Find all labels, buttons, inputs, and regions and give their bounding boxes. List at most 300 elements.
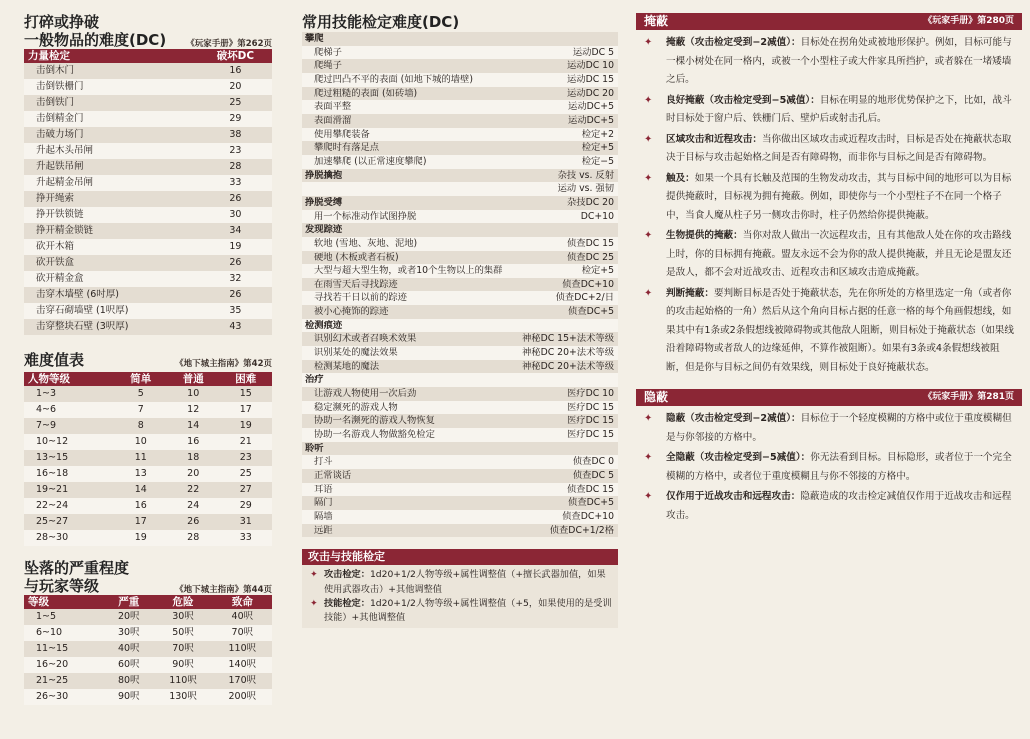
skill-row — [302, 469, 618, 483]
skill-dc: 侦查DC 0 — [514, 455, 618, 469]
skill-dc: 侦查DC+1/2格 — [514, 524, 618, 538]
breaking-row — [24, 303, 272, 319]
falling-cell: 40呎 — [213, 609, 272, 625]
breaking-row — [24, 207, 272, 223]
skill-task: 隔墙 — [302, 510, 514, 524]
falling-cell: 40呎 — [104, 641, 153, 657]
concealment-item-text: 目标位于一个轻度模糊的方格中或位于重度模糊但是与你邻接的方格中。 — [666, 413, 1012, 443]
skill-row — [302, 210, 618, 224]
falling-header-dangerous: 危险 — [153, 595, 212, 609]
skill-row — [302, 524, 618, 538]
skill-section-label: 发现踪迹 — [302, 223, 514, 237]
falling-table — [24, 595, 272, 705]
difficulty-cell: 23 — [219, 450, 272, 466]
falling-cell: 21~25 — [24, 673, 104, 689]
breaking-cell: 挣开精金锁链 — [24, 223, 199, 239]
breaking-cell: 击倒精金门 — [24, 111, 199, 127]
cover-item-label: 掩蔽（攻击检定受到−2减值）： — [666, 37, 801, 48]
difficulty-row — [24, 514, 272, 530]
breaking-cell: 30 — [199, 207, 272, 223]
falling-source: 《地下城主指南》第44页 — [175, 585, 272, 595]
breaking-cell: 击破力场门 — [24, 127, 199, 143]
cover-item — [644, 34, 1016, 90]
skill-row — [302, 291, 618, 305]
breaking-cell: 击倒铁门 — [24, 95, 199, 111]
difficulty-cell: 21 — [219, 434, 272, 450]
difficulty-cell: 29 — [219, 498, 272, 514]
difficulty-cell: 24 — [167, 498, 219, 514]
falling-cell: 110呎 — [213, 641, 272, 657]
breaking-cell: 38 — [199, 127, 272, 143]
skill-dc: 运动DC 5 — [514, 46, 618, 60]
cover-item-body — [666, 131, 1016, 168]
skill-row — [302, 182, 618, 196]
cover-item — [644, 131, 1016, 168]
bullet-icon: ✦ — [310, 597, 318, 609]
cover-item-text: 目标在明显的地形优势保护之下，比如，战斗时目标处于窗户后、铁栅门后、壁炉后或射击孔后。 — [666, 94, 1012, 124]
cover-item-body — [666, 227, 1016, 283]
falling-cell: 11~15 — [24, 641, 104, 657]
cover-item-body — [666, 92, 1016, 129]
skill-task: 爬过凹凸不平的表面 (如地下城的墙壁) — [302, 73, 514, 87]
breaking-cell: 升起木头吊闸 — [24, 143, 199, 159]
skill-task: 加速攀爬 (以正常速度攀爬) — [302, 155, 514, 169]
breaking-cell: 26 — [199, 255, 272, 271]
skill-row — [302, 141, 618, 155]
breaking-cell: 25 — [199, 95, 272, 111]
breaking-row — [24, 175, 272, 191]
concealment-source: 《玩家手册》第281页 — [923, 392, 1014, 402]
breaking-row — [24, 79, 272, 95]
skill-dc: 侦查DC+5 — [514, 496, 618, 510]
falling-row — [24, 609, 272, 625]
breaking-cell: 击倒木门 — [24, 63, 199, 79]
skill-task: 耳语 — [302, 483, 514, 497]
skill-section-row — [302, 32, 618, 46]
bullet-icon: ✦ — [644, 452, 653, 463]
skill-row — [302, 496, 618, 510]
bullet-icon: ✦ — [644, 230, 653, 241]
skill-dc: 医疗DC 15 — [514, 401, 618, 415]
difficulty-row — [24, 418, 272, 434]
checks-list — [302, 565, 618, 628]
cover-item-label: 判断掩蔽： — [666, 287, 714, 299]
concealment-item-body — [666, 488, 1016, 525]
breaking-cell: 33 — [199, 175, 272, 191]
difficulty-cell: 15 — [219, 386, 272, 402]
cover-item-text: 目标处在拐角处或被地形保护。例如，目标可能与一棵小树处在同一格内，或被一个小型柱子或大件家具所挡护，或者躲在一堵矮墙之后。 — [666, 37, 1012, 85]
difficulty-cell: 33 — [219, 530, 272, 546]
breaking-cell: 砍开精金盒 — [24, 271, 199, 287]
skill-dc: 运动 vs. 强韧 — [514, 182, 618, 196]
skill-row — [302, 360, 618, 374]
skill-section-label: 挣脱受缚 — [302, 196, 514, 210]
skill-dc — [514, 373, 618, 387]
skill-dc: 侦查DC 15 — [514, 237, 618, 251]
falling-title: 坠落的严重程度 — [24, 559, 130, 577]
breaking-row — [24, 111, 272, 127]
skill-task: 用一个标准动作试图挣脱 — [302, 210, 514, 224]
skill-task: 表面平整 — [302, 100, 514, 114]
breaking-cell: 击穿木墙壁 (6吋厚) — [24, 287, 199, 303]
difficulty-cell: 13 — [115, 466, 167, 482]
cover-title: 掩蔽 — [644, 14, 669, 28]
difficulty-cell: 31 — [219, 514, 272, 530]
skill-dc: 运动DC+5 — [514, 114, 618, 128]
difficulty-header-level: 人物等级 — [24, 372, 115, 386]
falling-cell: 110呎 — [153, 673, 212, 689]
difficulty-cell: 17 — [219, 402, 272, 418]
breaking-cell: 29 — [199, 111, 272, 127]
difficulty-cell: 25~27 — [24, 514, 115, 530]
difficulty-row — [24, 386, 272, 402]
checks-box — [302, 549, 618, 628]
breaking-row — [24, 127, 272, 143]
difficulty-row — [24, 466, 272, 482]
breaking-cell: 19 — [199, 239, 272, 255]
concealment-item-label: 隐蔽（攻击检定受到−2减值）： — [666, 413, 801, 424]
check-item-body — [324, 597, 612, 626]
difficulty-cell: 16 — [167, 434, 219, 450]
skill-dc: 神秘DC 20+法术等级 — [514, 346, 618, 360]
breaking-cell: 击穿石砌墙壁 (1呎厚) — [24, 303, 199, 319]
cover-item — [644, 285, 1016, 378]
skill-row — [302, 428, 618, 442]
difficulty-row — [24, 498, 272, 514]
skill-dc: 检定−5 — [514, 155, 618, 169]
falling-cell: 30呎 — [153, 609, 212, 625]
cover-item-label: 良好掩蔽（攻击检定受到−5减值）： — [666, 94, 820, 106]
breaking-cell: 16 — [199, 63, 272, 79]
check-item-body — [324, 568, 612, 597]
check-item-text: 1d20+1/2人物等级+属性调整值（+擅长武器加值，如果使用武器攻击）+其他调整值 — [324, 569, 606, 595]
difficulty-row — [24, 530, 272, 546]
breaking-cell: 23 — [199, 143, 272, 159]
breaking-cell: 35 — [199, 303, 272, 319]
falling-cell: 200呎 — [213, 689, 272, 705]
difficulty-cell: 14 — [167, 418, 219, 434]
skill-dc: 运动DC+5 — [514, 100, 618, 114]
skill-row — [302, 87, 618, 101]
breaking-cell: 升起精金吊闸 — [24, 175, 199, 191]
falling-row — [24, 641, 272, 657]
skill-dc: 运动DC 15 — [514, 73, 618, 87]
skill-row — [302, 387, 618, 401]
breaking-section — [24, 13, 272, 335]
difficulty-cell: 10 — [167, 386, 219, 402]
difficulty-header-easy: 简单 — [115, 372, 167, 386]
skill-section-label: 治疗 — [302, 373, 514, 387]
skill-task: 远距 — [302, 524, 514, 538]
breaking-row — [24, 239, 272, 255]
skill-dc: 侦查DC+5 — [514, 305, 618, 319]
difficulty-cell: 4~6 — [24, 402, 115, 418]
difficulty-cell: 19~21 — [24, 482, 115, 498]
falling-cell: 90呎 — [153, 657, 212, 673]
skill-dc — [514, 32, 618, 46]
cover-item-text: 当你对敌人做出一次远程攻击，且有其他敌人处在你的攻击路线上时，你的目标拥有掩蔽。盟友永远不会为你的敌人提供掩蔽，并且无论是盟友还是敌人，都不会对近战攻击、近程攻击和区域攻击造成掩蔽。 — [666, 230, 1012, 278]
falling-row — [24, 689, 272, 705]
skill-row — [302, 305, 618, 319]
skill-dc: 侦查DC+2/日 — [514, 291, 618, 305]
difficulty-cell: 16~18 — [24, 466, 115, 482]
difficulty-cell: 22~24 — [24, 498, 115, 514]
cover-item-body — [666, 170, 1016, 226]
breaking-row — [24, 255, 272, 271]
skill-task: 稳定濒死的游戏人物 — [302, 401, 514, 415]
difficulty-cell: 19 — [115, 530, 167, 546]
falling-cell: 60呎 — [104, 657, 153, 673]
bullet-icon: ✦ — [644, 133, 653, 145]
breaking-cell: 32 — [199, 271, 272, 287]
skills-section — [302, 13, 618, 537]
skill-dc: 检定+5 — [514, 141, 618, 155]
bullet-icon: ✦ — [310, 569, 318, 581]
concealment-item — [644, 449, 1016, 486]
concealment-item — [644, 410, 1016, 447]
falling-cell: 50呎 — [153, 625, 212, 641]
checks-title: 攻击与技能检定 — [308, 550, 385, 564]
falling-subtitle: 与玩家等级 — [24, 577, 100, 595]
skill-dc: 运动DC 10 — [514, 59, 618, 73]
falling-cell: 130呎 — [153, 689, 212, 705]
concealment-item-label: 仅作用于近战攻击和远程攻击： — [666, 491, 801, 502]
check-item-label: 攻击检定： — [324, 569, 370, 581]
skill-task: 检测某地的魔法 — [302, 360, 514, 374]
skill-row — [302, 114, 618, 128]
concealment-item — [644, 488, 1016, 525]
difficulty-cell: 13~15 — [24, 450, 115, 466]
skill-task: 攀爬时有落足点 — [302, 141, 514, 155]
falling-header-serious: 严重 — [104, 595, 153, 609]
difficulty-row — [24, 402, 272, 418]
skill-task: 爬过粗糙的表面 (如砖墙) — [302, 87, 514, 101]
breaking-row — [24, 143, 272, 159]
difficulty-row — [24, 482, 272, 498]
breaking-cell: 砍开木箱 — [24, 239, 199, 255]
difficulty-row — [24, 434, 272, 450]
skill-task: 识别幻术或者召唤术效果 — [302, 332, 514, 346]
breaking-cell: 26 — [199, 287, 272, 303]
difficulty-cell: 11 — [115, 450, 167, 466]
skill-dc: 医疗DC 15 — [514, 414, 618, 428]
skill-dc: 检定+5 — [514, 264, 618, 278]
difficulty-cell: 22 — [167, 482, 219, 498]
difficulty-cell: 19 — [219, 418, 272, 434]
difficulty-table — [24, 372, 272, 546]
falling-cell: 140呎 — [213, 657, 272, 673]
breaking-row — [24, 319, 272, 335]
skill-row — [302, 100, 618, 114]
falling-row — [24, 657, 272, 673]
skill-task: 识别某处的魔法效果 — [302, 346, 514, 360]
falling-section — [24, 559, 272, 705]
difficulty-cell: 28 — [167, 530, 219, 546]
concealment-item-label: 全隐蔽（攻击检定受到−5减值）： — [666, 452, 811, 463]
breaking-cell: 26 — [199, 191, 272, 207]
breaking-row — [24, 63, 272, 79]
right-column — [636, 0, 1022, 527]
cover-source: 《玩家手册》第280页 — [923, 16, 1014, 26]
breaking-cell: 击倒铁栅门 — [24, 79, 199, 95]
falling-cell: 20呎 — [104, 609, 153, 625]
difficulty-cell: 1~3 — [24, 386, 115, 402]
skill-section-row — [302, 319, 618, 333]
skill-row — [302, 264, 618, 278]
breaking-cell: 20 — [199, 79, 272, 95]
concealment-item-text: 你无法看到目标。目标隐形，或者位于一个完全模糊的方格中，或者位于重度模糊且与你不邻接的方格中。 — [666, 452, 1012, 482]
difficulty-cell: 17 — [115, 514, 167, 530]
cover-list — [636, 30, 1022, 377]
skill-task: 正常谈话 — [302, 469, 514, 483]
skill-task: 在雨雪天后寻找踪迹 — [302, 278, 514, 292]
skill-row — [302, 128, 618, 142]
skills-table — [302, 32, 618, 537]
skill-row — [302, 155, 618, 169]
falling-header-deadly: 致命 — [213, 595, 272, 609]
skill-row — [302, 237, 618, 251]
difficulty-cell: 27 — [219, 482, 272, 498]
skill-dc: DC+10 — [514, 210, 618, 224]
bullet-icon: ✦ — [644, 172, 653, 184]
skill-row — [302, 510, 618, 524]
skill-row — [302, 346, 618, 360]
skill-task: 协助一名游戏人物做豁免检定 — [302, 428, 514, 442]
cover-item — [644, 170, 1016, 226]
skill-dc: 神秘DC 20+法术等级 — [514, 360, 618, 374]
breaking-header-dc: 破坏DC — [199, 49, 272, 63]
falling-cell: 70呎 — [153, 641, 212, 657]
falling-row — [24, 625, 272, 641]
skill-task — [302, 182, 514, 196]
breaking-header-check: 力量检定 — [24, 49, 199, 63]
cover-item-text: 如果一个具有长触及范围的生物发动攻击，其与目标中间的地形可以为目标提供掩蔽时，目标视为拥有掩蔽。例如，即使你与一个小型柱子不在同一个格子中，当食人魔从柱子另一侧攻击你时，柱子仍然给你提供掩蔽。 — [666, 172, 1012, 221]
skill-task: 让游戏人物使用一次后劲 — [302, 387, 514, 401]
skill-section-label: 聆听 — [302, 442, 514, 456]
concealment-list — [636, 406, 1022, 525]
falling-cell: 30呎 — [104, 625, 153, 641]
bullet-icon: ✦ — [644, 491, 653, 502]
skill-dc: 侦查DC+10 — [514, 278, 618, 292]
check-item-text: 1d20+1/2人物等级+属性调整值（+5，如果使用的是受训技能）+其他调整值 — [324, 597, 612, 624]
breaking-cell: 28 — [199, 159, 272, 175]
left-column — [24, 0, 272, 705]
skill-task: 爬梯子 — [302, 46, 514, 60]
cover-item-body — [666, 285, 1016, 378]
breaking-cell: 升起铁吊闸 — [24, 159, 199, 175]
difficulty-header-hard: 困难 — [219, 372, 272, 386]
skill-task: 硬地 (木板或者石板) — [302, 251, 514, 265]
breaking-subtitle: 一般物品的难度(DC) — [24, 31, 167, 49]
difficulty-cell: 28~30 — [24, 530, 115, 546]
falling-cell: 1~5 — [24, 609, 104, 625]
skill-dc — [514, 223, 618, 237]
bullet-icon: ✦ — [644, 287, 653, 299]
difficulty-row — [24, 450, 272, 466]
cover-item-label: 触及： — [666, 172, 695, 184]
breaking-cell: 43 — [199, 319, 272, 335]
difficulty-cell: 10~12 — [24, 434, 115, 450]
skill-task: 大型与超大型生物，或者10个生物以上的集群 — [302, 264, 514, 278]
skill-row — [302, 73, 618, 87]
bullet-icon: ✦ — [644, 94, 653, 106]
breaking-source: 《玩家手册》第262页 — [186, 39, 272, 49]
check-item — [310, 568, 612, 597]
bullet-icon: ✦ — [644, 37, 653, 48]
skills-title: 常用技能检定难度(DC) — [302, 13, 460, 31]
difficulty-section — [24, 351, 272, 546]
skill-row — [302, 401, 618, 415]
breaking-cell: 挣开铁锁链 — [24, 207, 199, 223]
falling-header-level: 等级 — [24, 595, 104, 609]
skill-task: 隔门 — [302, 496, 514, 510]
cover-item-text: 要判断目标是否处于掩蔽状态，先在你所处的方格里选定一角（或者你的攻击起始格的一角）然后从这个角向目标占据的任意一格的每个角画假想线，如果其中有1条或2条假想线被障碍物或其他敌人阻断，则目标处于掩蔽状态（如果线沿着障碍物或者敌人的边缘延伸，不算作被阻断）。如果有3条或4条假想线被阻断，但是你与目标之间仍有效果线，则目标处于良好掩蔽状态。 — [666, 287, 1014, 373]
skill-section-row — [302, 442, 618, 456]
skill-dc — [514, 319, 618, 333]
skill-task: 打斗 — [302, 455, 514, 469]
skill-section-row — [302, 169, 618, 183]
skill-dc: 医疗DC 15 — [514, 428, 618, 442]
breaking-row — [24, 287, 272, 303]
falling-cell: 26~30 — [24, 689, 104, 705]
falling-cell: 90呎 — [104, 689, 153, 705]
difficulty-cell: 14 — [115, 482, 167, 498]
skill-dc: 杂技DC 20 — [514, 196, 618, 210]
skill-section-label: 攀爬 — [302, 32, 514, 46]
difficulty-cell: 25 — [219, 466, 272, 482]
falling-cell: 6~10 — [24, 625, 104, 641]
cover-item — [644, 92, 1016, 129]
skill-dc: 侦查DC+10 — [514, 510, 618, 524]
skill-dc: 杂技 vs. 反射 — [514, 169, 618, 183]
skill-dc: 侦查DC 5 — [514, 469, 618, 483]
skill-section-label: 检测痕迹 — [302, 319, 514, 333]
difficulty-header-normal: 普通 — [167, 372, 219, 386]
difficulty-cell: 7 — [115, 402, 167, 418]
difficulty-cell: 5 — [115, 386, 167, 402]
skill-row — [302, 483, 618, 497]
difficulty-cell: 8 — [115, 418, 167, 434]
skill-row — [302, 278, 618, 292]
skill-section-row — [302, 196, 618, 210]
cover-item-body — [666, 34, 1016, 90]
cover-item-label: 生物提供的掩蔽： — [666, 230, 743, 241]
breaking-row — [24, 95, 272, 111]
concealment-item-text: 隐蔽造成的攻击检定减值仅作用于近战攻击和远程攻击。 — [666, 491, 1012, 521]
breaking-title: 打碎或挣破 — [24, 13, 100, 31]
skill-dc: 运动DC 20 — [514, 87, 618, 101]
skill-task: 爬绳子 — [302, 59, 514, 73]
middle-column — [302, 0, 618, 628]
breaking-cell: 挣开绳索 — [24, 191, 199, 207]
difficulty-cell: 12 — [167, 402, 219, 418]
breaking-row — [24, 271, 272, 287]
difficulty-cell: 26 — [167, 514, 219, 530]
skill-task: 被小心掩饰的踪迹 — [302, 305, 514, 319]
skill-dc: 医疗DC 10 — [514, 387, 618, 401]
concealment-title: 隐蔽 — [644, 390, 669, 404]
breaking-cell: 34 — [199, 223, 272, 239]
skill-section-row — [302, 373, 618, 387]
skill-task: 软地 (雪地、灰地、泥地) — [302, 237, 514, 251]
breaking-row — [24, 159, 272, 175]
skill-dc: 侦查DC 15 — [514, 483, 618, 497]
concealment-item-body — [666, 410, 1016, 447]
skill-dc: 侦查DC 25 — [514, 251, 618, 265]
skill-row — [302, 46, 618, 60]
concealment-section — [636, 389, 1022, 525]
skill-task: 协助一名濒死的游戏人物恢复 — [302, 414, 514, 428]
